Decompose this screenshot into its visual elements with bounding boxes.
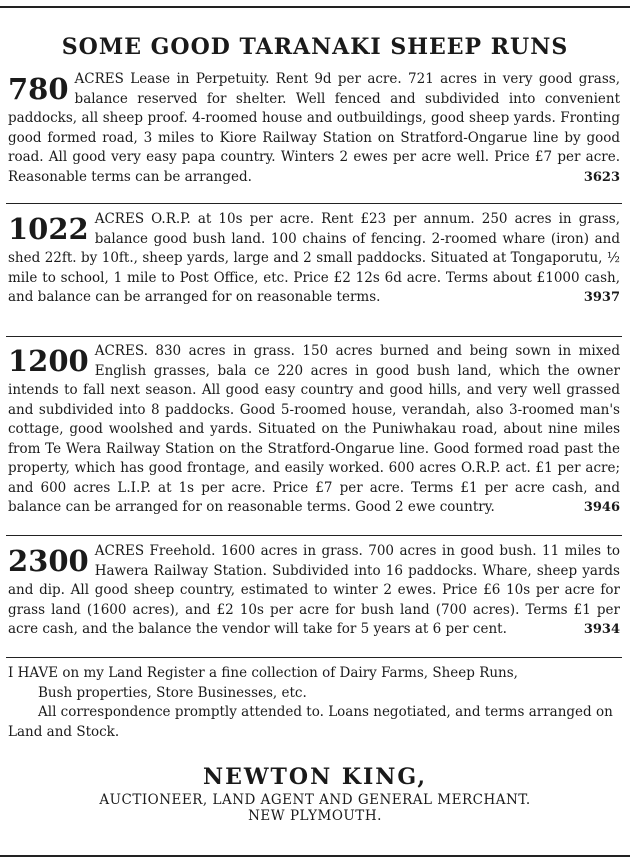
top-rule (0, 6, 630, 8)
listing-1200 (8, 342, 620, 518)
bottom-rule (0, 855, 630, 857)
listing-text: ACRES O.R.P. at 10s per acre. Rent £23 per annum. 250 acres in grass, balance good bush land. 100 chains of fencing. 2-roomed whare (iron) and shed 22ft. by 10ft., sheep yards, large and 2 small paddocks. Situated at Tongaporutu, ½ mile to school, 1 mile to Post Office, etc. Price £2 12s 6d acre. Terms about £1000 cash, and balance can be arranged for on reasonable terms. (8, 211, 620, 305)
section-divider (6, 336, 622, 337)
listing-1022 (8, 210, 620, 308)
section-divider (6, 657, 622, 658)
listing-acres: 2300 (8, 544, 89, 578)
listing-text: ACRES Lease in Perpetuity. Rent 9d per acre. 721 acres in very good grass, balance reserved for shelter. Well fenced and subdivided into convenient paddocks, all sheep proof. 4-roomed house and outbuildings, good sheep yards. Fronting good formed road, 3 miles to Kiore Railway Station on Stratford-Ongarue line by good road. All good very easy papa country. Winters 2 ewes per acre well. Price £7 per acre. Reasonable terms can be arranged. (8, 71, 620, 185)
agent-location: NEW PLYMOUTH. (248, 808, 382, 824)
land-register-notice (8, 664, 620, 742)
signature-block (0, 764, 630, 824)
listing-acres: 780 (8, 72, 69, 106)
listing-text: ACRES Freehold. 1600 acres in grass. 700 acres in good bush. 11 miles to Hawera Railway Station. Subdivided into 16 paddocks. Whare, sheep yards and dip. All good sheep country, estimated to winter 2 ewes. Price £6 10s per acre for grass land (1600 acres), and £2 10s per acre for bush land (700 acres). Terms £1 per acre cash, and the balance the vendor will take for 5 years at 6 per cent. (8, 543, 620, 637)
section-divider (6, 535, 622, 536)
listing-ref: 3623 (583, 169, 620, 185)
listing-ref: 3946 (583, 500, 620, 515)
listing-ref: 3934 (583, 622, 620, 637)
agent-role: AUCTIONEER, LAND AGENT AND GENERAL MERCHANT. (99, 792, 531, 808)
listing-ref: 3937 (583, 290, 620, 305)
agent-name: NEWTON KING, (202, 764, 428, 790)
listing-acres: 1022 (8, 212, 89, 246)
listing-acres: 1200 (8, 344, 89, 378)
listing-780 (8, 70, 620, 187)
register-line: I HAVE on my Land Register a fine collection of Dairy Farms, Sheep Runs, (8, 665, 518, 681)
correspondence-line: All correspondence promptly attended to. Loans negotiated, and terms arranged on Land and Stock. (8, 704, 613, 740)
page-title: SOME GOOD TARANAKI SHEEP RUNS (61, 34, 569, 60)
section-divider (6, 203, 622, 204)
listing-text: ACRES. 830 acres in grass. 150 acres burned and being sown in mixed English grasses, bala ce 220 acres in good bush land, which the owner intends to fall next season. All good easy country and good hills, and very well grassed and subdivided into 8 paddocks. Good 5-roomed house, verandah, also 3-roomed man's cottage, good woolshed and yards. Situated on the Puniwhakau road, about nine miles from Te Wera Railway Station on the Stratford-Ongarue line. Good formed road past the property, which has good frontage, and easily worked. 600 acres O.R.P. act. £1 per acre; and 600 acres L.I.P. at 1s per acre. Price £7 per acre. Terms £1 per acre cash, and balance can be arranged for on reasonable terms. Good 2 ewe country. (8, 343, 620, 515)
register-line: Bush properties, Store Businesses, etc. (38, 684, 307, 701)
listing-2300 (8, 542, 620, 640)
